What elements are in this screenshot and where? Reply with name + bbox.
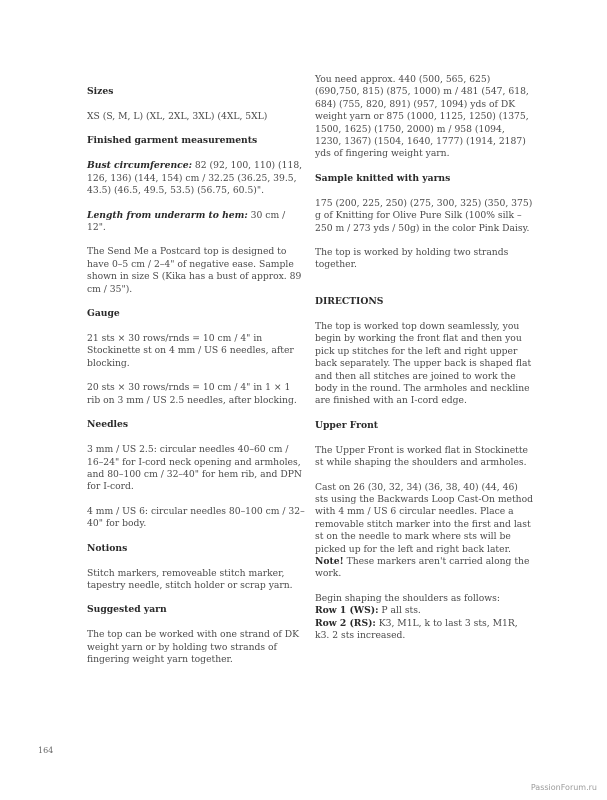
yarn-amount-text: You need approx. 440 (500, 565, 625) (690,750, 815) (875, 1000) m / 481 (547, 618, 684) (755, 820, 891) (957, 1094) yds of DK weight yarn or 875 (1000, 1125, 1250) (1375, 1500, 1625) (1750, 2000) m / 958 (1094, 1230, 1367) (1504, 1640, 1777) (1914, 2187) yds of fingering weight yarn. xyxy=(315,74,529,160)
finished-measurements-heading: Finished garment measurements xyxy=(87,135,258,147)
left-column xyxy=(87,86,305,667)
directions-heading: DIRECTIONS xyxy=(315,295,384,307)
row-2-text: K3, M1L, k to last 3 sts, M1R, k3. 2 sts increased. xyxy=(315,617,518,641)
ease-text: The Send Me a Postcard top is designed to have 0–5 cm / 2–4" of negative ease. Sample shown in size S (Kika has a bust of approx. 89 cm / 35"). xyxy=(87,246,302,295)
shaping-intro: Begin shaping the shoulders as follows: xyxy=(315,592,500,604)
watermark: PassionForum.ru xyxy=(530,783,597,792)
needles-large-text: 4 mm / US 6: circular needles 80–100 cm / 32–40" for body. xyxy=(87,505,305,530)
row-2-instruction xyxy=(315,618,533,643)
length-text: 30 cm / 12". xyxy=(87,209,286,234)
length-label: Length from underarm to hem: xyxy=(87,209,248,221)
note-text: These markers aren't carried along the work. xyxy=(315,555,530,580)
notions-heading: Notions xyxy=(87,542,128,554)
directions-text: The top is worked top down seamlessly, you begin by working the front flat and then you pick up stitches for the left and right upper back separately. The upper back is shaped flat and then all stitches are joined to work the body in the round. The armholes and neckline are finished with an I-cord edge. xyxy=(315,320,532,407)
notions-text: Stitch markers, removeable stitch marker, tapestry needle, stitch holder or scrap yarn. xyxy=(87,567,293,591)
gauge-rib-text: 20 sts × 30 rows/rnds = 10 cm / 4" in 1 × 1 rib on 3 mm / US 2.5 needles, after blocking. xyxy=(87,382,297,406)
suggested-yarn-heading: Suggested yarn xyxy=(87,604,167,616)
sample-yarn-text: 175 (200, 225, 250) (275, 300, 325) (350, 375) g of Knitting for Olive Pure Silk (100% silk – 250 m / 273 yds / 50g) in the color Pink Daisy. xyxy=(315,197,533,234)
sizes-text: XS (S, M, L) (XL, 2XL, 3XL) (4XL, 5XL) xyxy=(87,111,268,122)
cast-on-paragraph xyxy=(315,482,533,581)
note-label: Note! xyxy=(315,555,344,567)
right-column xyxy=(315,74,534,642)
row-1-instruction xyxy=(315,605,533,617)
length-paragraph xyxy=(87,210,305,235)
bust-label: Bust circumference: xyxy=(87,160,192,172)
page-number: 164 xyxy=(38,746,54,755)
needles-small-text: 3 mm / US 2.5: circular needles 40–60 cm / 16–24" for I-cord neck opening and armholes, and 80–100 cm / 32–40" for hem rib, and DPN for I-cord. xyxy=(87,444,302,493)
gauge-heading: Gauge xyxy=(87,308,120,320)
needles-heading: Needles xyxy=(87,419,129,431)
two-strands-text: The top is worked by holding two strands together. xyxy=(315,247,509,271)
suggested-yarn-text: The top can be worked with one strand of DK weight yarn or by holding two strands of fingering weight yarn together. xyxy=(87,629,299,666)
bust-paragraph xyxy=(87,160,305,197)
row-2-label: Row 2 (RS): xyxy=(315,617,376,629)
cast-on-text: Cast on 26 (30, 32, 34) (36, 38, 40) (44, 46) sts using the Backwards Loop Cast-On method with 4 mm / US 6 circular needles. Place a removable stitch marker into the first and last st on the needle to mark where sts will be picked up for the left and right back later. xyxy=(315,481,534,555)
upper-front-text: The Upper Front is worked flat in Stockinette st while shaping the shoulders and armholes. xyxy=(315,444,528,469)
row-1-text: P all sts. xyxy=(378,605,421,617)
sizes-heading: Sizes xyxy=(87,86,114,97)
bust-text: 82 (92, 100, 110) (118, 126, 136) (144, 154) cm / 32.25 (36.25, 39.5, 43.5) (46.5, 49.5, 53.5) (56.75, 60.5)". xyxy=(87,160,303,197)
gauge-stockinette-text: 21 sts × 30 rows/rnds = 10 cm / 4" in Stockinette st on 4 mm / US 6 needles, after blocking. xyxy=(87,333,294,369)
sample-yarn-heading: Sample knitted with yarns xyxy=(315,172,451,184)
upper-front-heading: Upper Front xyxy=(315,419,378,431)
row-1-label: Row 1 (WS): xyxy=(315,605,379,617)
